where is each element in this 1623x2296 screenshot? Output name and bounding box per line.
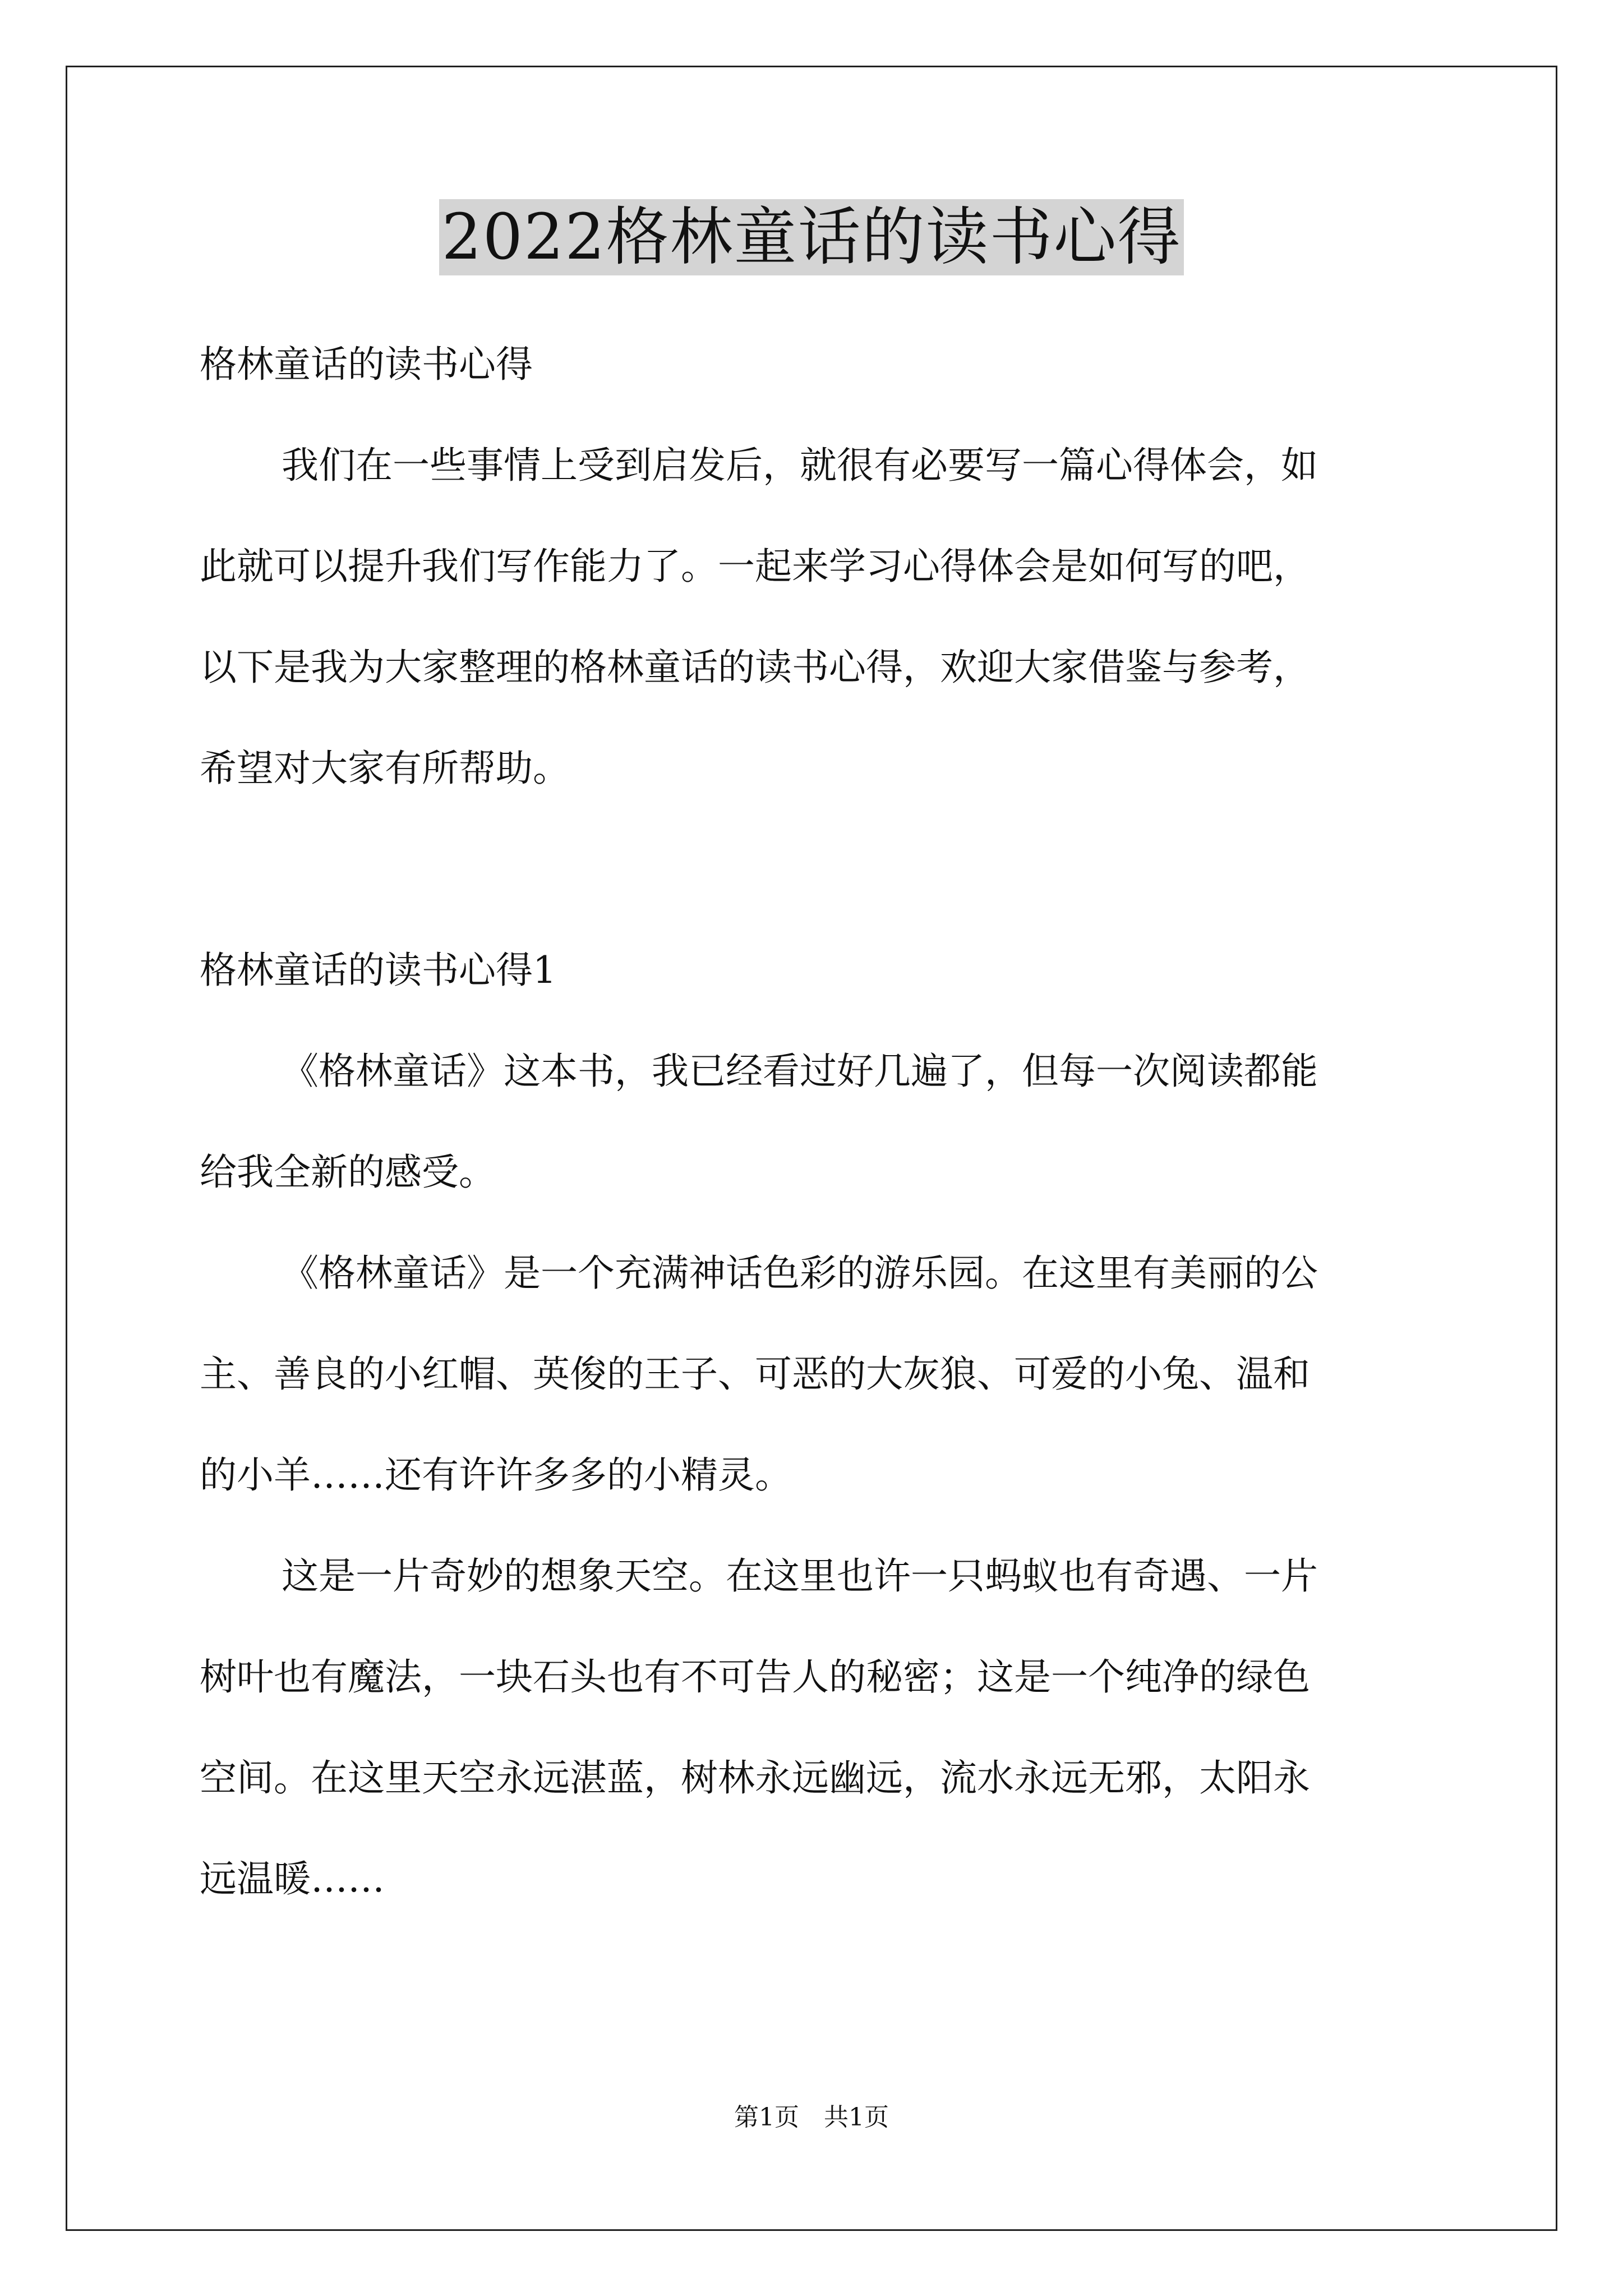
section-heading: 格林童话的读书心得1	[200, 949, 556, 992]
document-title: 2022格林童话的读书心得	[439, 199, 1183, 275]
paragraph-line: 《格林童话》是一个充满神话色彩的游乐园。在这里有美丽的公	[282, 1251, 1318, 1295]
paragraph-line: 这是一片奇妙的想象天空。在这里也许一只蚂蚁也有奇遇、一片	[282, 1554, 1318, 1598]
paragraph-line: 希望对大家有所帮助。	[200, 747, 570, 790]
paragraph-line: 《格林童话》这本书，我已经看过好几遍了，但每一次阅读都能	[282, 1050, 1318, 1093]
page-footer: 第1页 共1页	[734, 2103, 889, 2132]
section-heading: 格林童话的读书心得	[200, 343, 533, 386]
title-wrap	[0, 199, 1623, 275]
paragraph-line: 的小羊……还有许许多多的小精灵。	[200, 1453, 792, 1497]
paragraph-line: 以下是我为大家整理的格林童话的读书心得，欢迎大家借鉴与参考，	[200, 646, 1310, 689]
paragraph-line: 给我全新的感受。	[200, 1151, 496, 1194]
document-body	[200, 314, 1428, 1930]
paragraph-line: 远温暖……	[200, 1857, 385, 1901]
paragraph-line: 树叶也有魔法，一块石头也有不可告人的秘密；这是一个纯净的绿色	[200, 1655, 1310, 1699]
paragraph-line: 我们在一些事情上受到启发后，就很有必要写一篇心得体会，如	[282, 444, 1318, 487]
paragraph-line: 此就可以提升我们写作能力了。一起来学习心得体会是如何写的吧，	[200, 545, 1310, 588]
blank-line	[200, 819, 1428, 920]
paragraph-line: 主、善良的小红帽、英俊的王子、可恶的大灰狼、可爱的小兔、温和	[200, 1352, 1310, 1396]
paragraph-line: 空间。在这里天空永远湛蓝，树林永远幽远，流水永远无邪，太阳永	[200, 1756, 1310, 1800]
